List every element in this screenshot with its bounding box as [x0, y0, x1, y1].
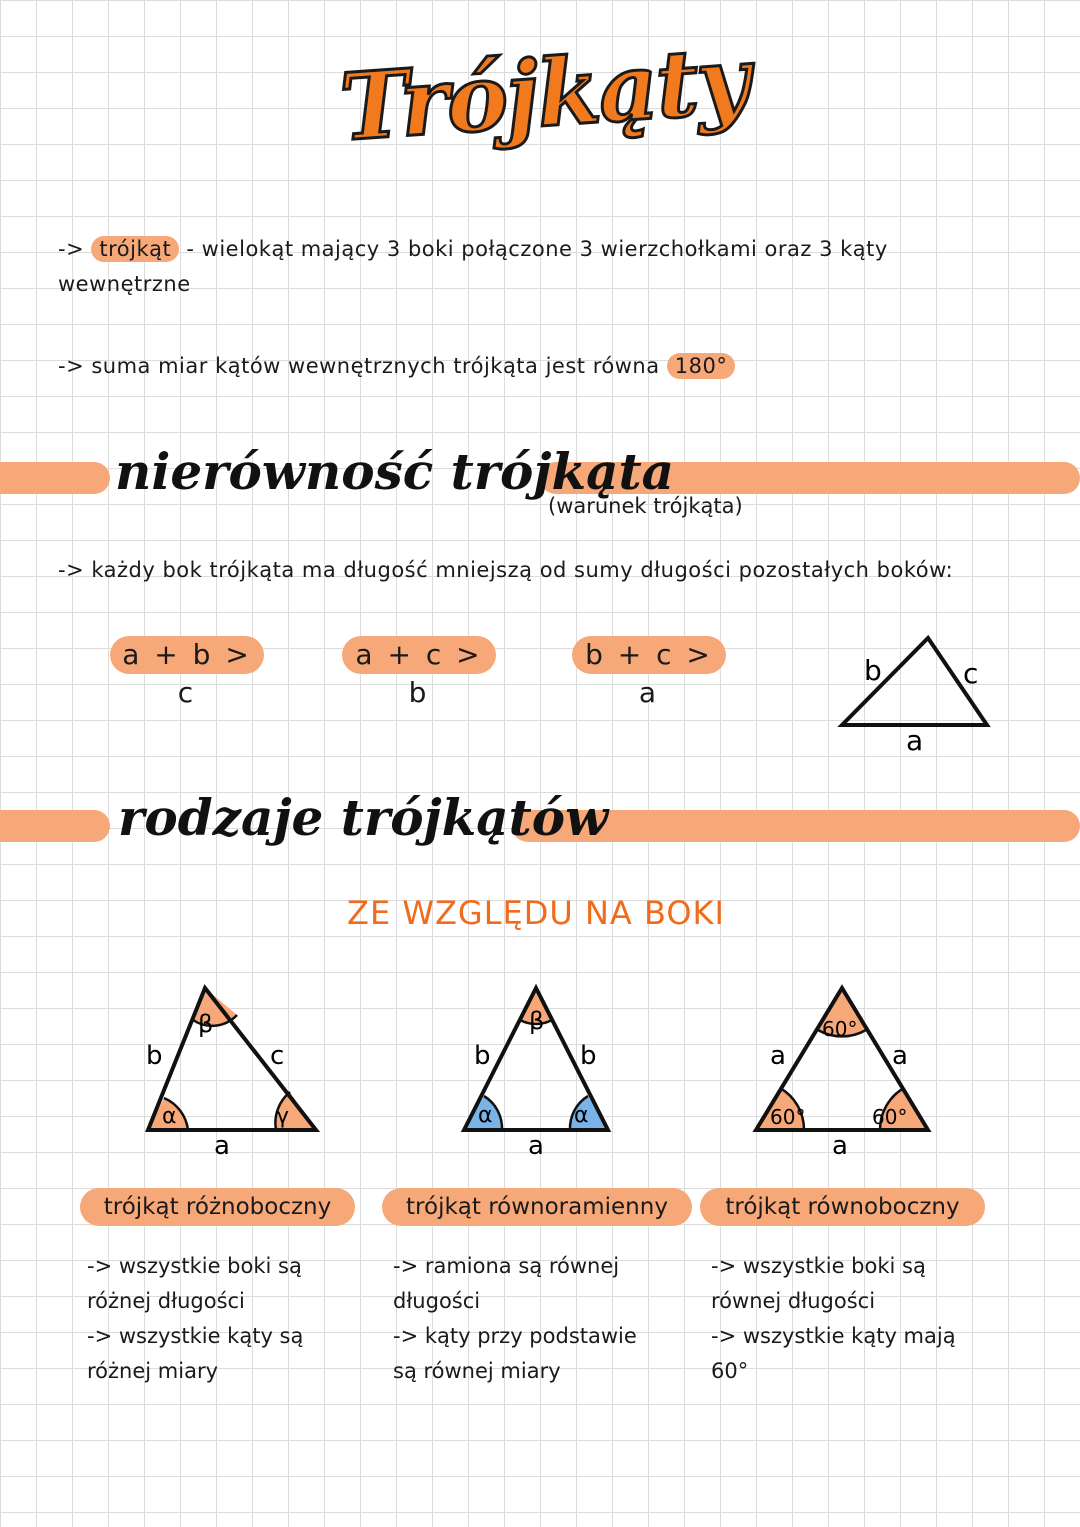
angle-sum	[58, 349, 1038, 384]
page-title: Trójkąty	[336, 25, 752, 162]
desc-line: -> wszystkie boki są	[87, 1254, 302, 1278]
side-label-bottom: a	[832, 1131, 848, 1161]
section-subtitle: (warunek trójkąta)	[548, 494, 743, 518]
side-label-c: c	[963, 657, 979, 690]
desc-line: -> kąty przy podstawie	[393, 1324, 637, 1348]
side-label-left: b	[474, 1041, 491, 1071]
arrow: ->	[58, 237, 85, 261]
side-label-right: a	[892, 1041, 908, 1071]
desc-line: są równej miary	[393, 1359, 561, 1383]
term-highlight: trójkąt	[91, 236, 179, 262]
side-label-right: b	[580, 1041, 597, 1071]
desc-line: różnej długości	[87, 1289, 245, 1313]
desc-line: długości	[393, 1289, 481, 1313]
type-label-equilateral: trójkąt równoboczny	[700, 1188, 985, 1226]
type-desc-isosceles	[393, 1249, 637, 1389]
definition	[58, 232, 1038, 302]
side-label-left: b	[146, 1041, 163, 1071]
definition-text-cont: wewnętrzne	[58, 272, 191, 296]
desc-line: różnej miary	[87, 1359, 219, 1383]
type-label-scalene: trójkąt różnoboczny	[80, 1188, 355, 1226]
angle-label-right: α	[574, 1103, 589, 1128]
section-title-types: rodzaje trójkątów	[118, 788, 609, 847]
section-band-left	[0, 462, 110, 494]
side-label-b: b	[864, 654, 882, 687]
angle-sum-text: -> suma miar kątów wewnętrznych trójkąta jest równa	[58, 354, 660, 378]
angle-label-left: α	[478, 1103, 493, 1128]
desc-line: -> wszystkie kąty mają	[711, 1324, 956, 1348]
definition-text: - wielokąt mający 3 boki połączone 3 wierzchołkami oraz 3 kąty	[186, 237, 888, 261]
side-label-right: c	[270, 1041, 285, 1071]
subheading: ZE WZGLĘDU NA BOKI	[347, 894, 725, 932]
section-band-left	[0, 810, 110, 842]
inequality-rule: -> każdy bok trójkąta ma długość mniejszą od sumy długości pozostałych boków:	[58, 558, 954, 582]
desc-line: -> wszystkie boki są	[711, 1254, 926, 1278]
formula-pill: a + b > c	[110, 636, 264, 674]
triangle-scalene	[140, 982, 330, 1162]
desc-line: -> ramiona są równej	[393, 1254, 620, 1278]
desc-line: 60°	[711, 1359, 749, 1383]
angle-label-left: 60°	[770, 1105, 806, 1129]
desc-line: -> wszystkie kąty są	[87, 1324, 304, 1348]
triangle-diagram	[830, 630, 1000, 760]
section-title-inequality: nierówność trójkąta	[115, 442, 675, 501]
side-label-bottom: a	[528, 1131, 544, 1161]
type-desc-equilateral	[711, 1249, 956, 1389]
triangle-isosceles	[456, 982, 626, 1162]
angle-label-right: 60°	[872, 1105, 908, 1129]
angle-label-top: β	[529, 1007, 545, 1035]
angle-label-left: α	[162, 1104, 177, 1129]
angle-label-right: γ	[276, 1104, 290, 1129]
angle-sum-value: 180°	[667, 353, 736, 379]
desc-line: równej długości	[711, 1289, 876, 1313]
formula-pill: a + c > b	[342, 636, 496, 674]
type-desc-scalene	[87, 1249, 303, 1389]
triangle-equilateral	[748, 982, 938, 1162]
type-label-isosceles: trójkąt równoramienny	[382, 1188, 692, 1226]
angle-label-top: β	[198, 1010, 214, 1038]
side-label-a: a	[906, 724, 924, 757]
angle-label-top: 60°	[822, 1017, 858, 1041]
formula-pill: b + c > a	[572, 636, 726, 674]
side-label-left: a	[770, 1041, 786, 1071]
side-label-bottom: a	[214, 1131, 230, 1161]
